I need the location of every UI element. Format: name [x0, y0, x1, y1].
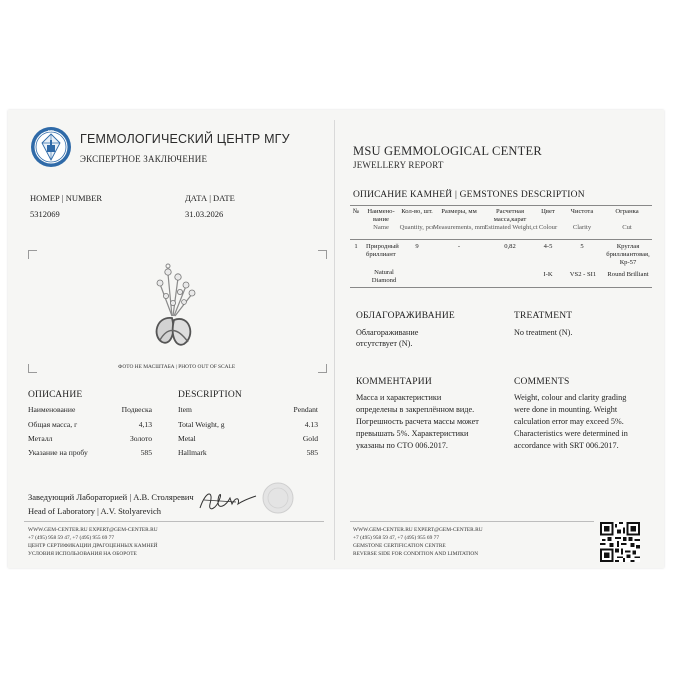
treatment-text: No treatment (N). [514, 328, 573, 337]
head-of-lab-ru: Заведующий Лабораторией | А.В. Столяревич [28, 492, 194, 502]
row-num: 1 [354, 243, 358, 250]
col-header-qty-en: Quantity, pcs [399, 224, 435, 231]
right-footer-line4: REVERSE SIDE FOR CONDITION AND LIMITATION [353, 551, 479, 557]
desc-ru-value-hallmark: 585 [140, 448, 152, 457]
desc-en-value-item: Pendant [293, 405, 318, 414]
comments-en-title: COMMENTS [514, 377, 570, 387]
date-value: 31.03.2026 [185, 209, 224, 219]
treatment-title: TREATMENT [514, 311, 573, 321]
table-header-rule [350, 239, 652, 240]
comments-ru-line: определены в закреплённом виде. [356, 405, 475, 414]
desc-en-label-metal: Metal [178, 434, 196, 443]
footer-rule-left [24, 521, 324, 522]
row-clarity-en: VS2 - SI1 [569, 271, 597, 278]
stones-title: ОПИСАНИЕ КАМНЕЙ | GEMSTONES DESCRIPTION [353, 190, 585, 200]
comments-en-line: were done in mounting. Weight [514, 405, 618, 414]
row-name-en: Natural Diamond [371, 269, 397, 284]
svg-text:МГУ: МГУ [47, 129, 55, 133]
comments-ru-line: Масса и характеристики [356, 393, 442, 402]
page-divider [334, 120, 335, 560]
col-header-qty: Кол-во, шт. [401, 208, 433, 215]
row-colour-ru: 4-5 [543, 243, 553, 250]
row-weight: 0,82 [504, 243, 516, 250]
laboratory-seal [262, 482, 294, 514]
right-org-title: MSU GEMMOLOGICAL CENTER [353, 144, 542, 158]
col-header-colour: Цвет [541, 208, 555, 215]
photo-frame-corner [318, 250, 327, 259]
row-clarity-ru: 5 [580, 243, 584, 250]
right-footer-line2: +7 (495) 958 59 47, +7 (495) 955 69 77 [353, 535, 440, 541]
comments-en-line: calculation error may exceed 5%. [514, 417, 624, 426]
desc-ru-label-item: Наименование [28, 405, 76, 414]
comments-ru-title: КОММЕНТАРИИ [356, 377, 432, 387]
col-header-num: № [352, 208, 360, 215]
right-report-title: JEWELLERY REPORT [353, 160, 444, 170]
desc-ru-value-metal: Золото [129, 434, 152, 443]
desc-ru-label-hallmark: Указание на пробу [28, 448, 88, 457]
desc-ru-label-metal: Металл [28, 434, 53, 443]
photo-caption: ФОТО НЕ МАСШТАБА | PHOTO OUT OF SCALE [118, 364, 236, 370]
date-label: ДАТА | DATE [185, 193, 235, 203]
col-header-clarity: Чистота [570, 208, 594, 215]
row-colour-en: I-K [543, 271, 553, 278]
col-header-meas: Размеры, мм [441, 208, 477, 215]
desc-ru-title: ОПИСАНИЕ [28, 390, 83, 400]
ennoble-ru-text-2: отсутствует (N). [356, 339, 413, 348]
right-footer-line3: GEMSTONE CERTIFICATION CENTRE [353, 543, 446, 549]
desc-ru-value-weight: 4,13 [138, 420, 152, 429]
row-cut-en: Round Brilliant [607, 271, 649, 278]
desc-en-value-weight: 4.13 [304, 420, 318, 429]
comments-en-line: accordance with SRT 006.2017. [514, 441, 619, 450]
photo-frame-corner [318, 364, 327, 373]
left-report-title: ЭКСПЕРТНОЕ ЗАКЛЮЧЕНИЕ [80, 154, 208, 164]
photo-frame-corner [28, 250, 37, 259]
row-cut-ru: Круглая бриллиантовая, Кр-57 [606, 243, 650, 266]
row-qty: 9 [415, 243, 419, 250]
comments-en-line: Characteristics were determined in [514, 429, 628, 438]
comments-ru-line: превышать 5%. Характеристики [356, 429, 469, 438]
desc-en-value-metal: Gold [302, 434, 318, 443]
col-header-weight-en: Estimated Weight,ct [484, 224, 538, 231]
left-footer-line4: УСЛОВИЯ ИСПОЛЬЗОВАНИЯ НА ОБОРОТЕ [28, 551, 137, 557]
desc-en-title: DESCRIPTION [178, 390, 242, 400]
col-header-name: Наимено-вание [367, 208, 395, 223]
comments-en-line: Weight, colour and clarity grading [514, 393, 627, 402]
col-header-meas-en: Measurements, mm [432, 224, 485, 231]
footer-rule-right [350, 521, 594, 522]
table-top-rule [350, 205, 652, 206]
number-value: 5312069 [30, 209, 60, 219]
col-header-cut: Огранка [615, 208, 639, 215]
table-bottom-rule [350, 287, 652, 288]
left-footer-line2: +7 (495) 958 59 47, +7 (495) 955 69 77 [28, 535, 115, 541]
col-header-cut-en: Cut [622, 224, 632, 231]
col-header-weight: Расчетная масса,карат [493, 208, 527, 223]
left-org-title: ГЕММОЛОГИЧЕСКИЙ ЦЕНТР МГУ [80, 132, 290, 146]
col-header-name-en: Name [373, 224, 389, 231]
number-label: НОМЕР | NUMBER [30, 193, 103, 203]
row-measurements: - [457, 243, 461, 250]
desc-en-value-hallmark: 585 [306, 448, 318, 457]
left-footer-line3: ЦЕНТР СЕРТИФИКАЦИИ ДРАГОЦЕННЫХ КАМНЕЙ [28, 543, 158, 549]
col-header-clarity-en: Clarity [572, 224, 592, 231]
right-footer-line1: WWW.GEM-CENTER.RU EXPERT@GEM-CENTER.RU [353, 527, 483, 533]
photo-frame-corner [28, 364, 37, 373]
desc-ru-value-item: Подвеска [121, 405, 152, 414]
comments-ru-line: Погрешность расчета массы может [356, 417, 479, 426]
desc-en-label-hallmark: Hallmark [178, 448, 207, 457]
qr-code[interactable] [600, 522, 640, 562]
ennoble-ru-title: ОБЛАГОРАЖИВАНИЕ [356, 311, 455, 321]
desc-ru-label-weight: Общая масса, г [28, 420, 78, 429]
col-header-colour-en: Colour [538, 224, 558, 231]
ennoble-ru-text-1: Облагораживание [356, 328, 419, 337]
desc-en-label-item: Item [178, 405, 192, 414]
row-name-ru: Природный бриллиант [366, 243, 399, 258]
signature [196, 486, 258, 516]
msu-gem-center-logo [30, 126, 72, 168]
desc-en-label-weight: Total Weight, g [178, 420, 225, 429]
head-of-lab-en: Head of Laboratory | A.V. Stolyarevich [28, 506, 162, 516]
left-footer-line1: WWW.GEM-CENTER.RU EXPERT@GEM-CENTER.RU [28, 527, 158, 533]
pendant-photo [138, 256, 208, 356]
comments-ru-line: указаны по СТО 006.2017. [356, 441, 448, 450]
